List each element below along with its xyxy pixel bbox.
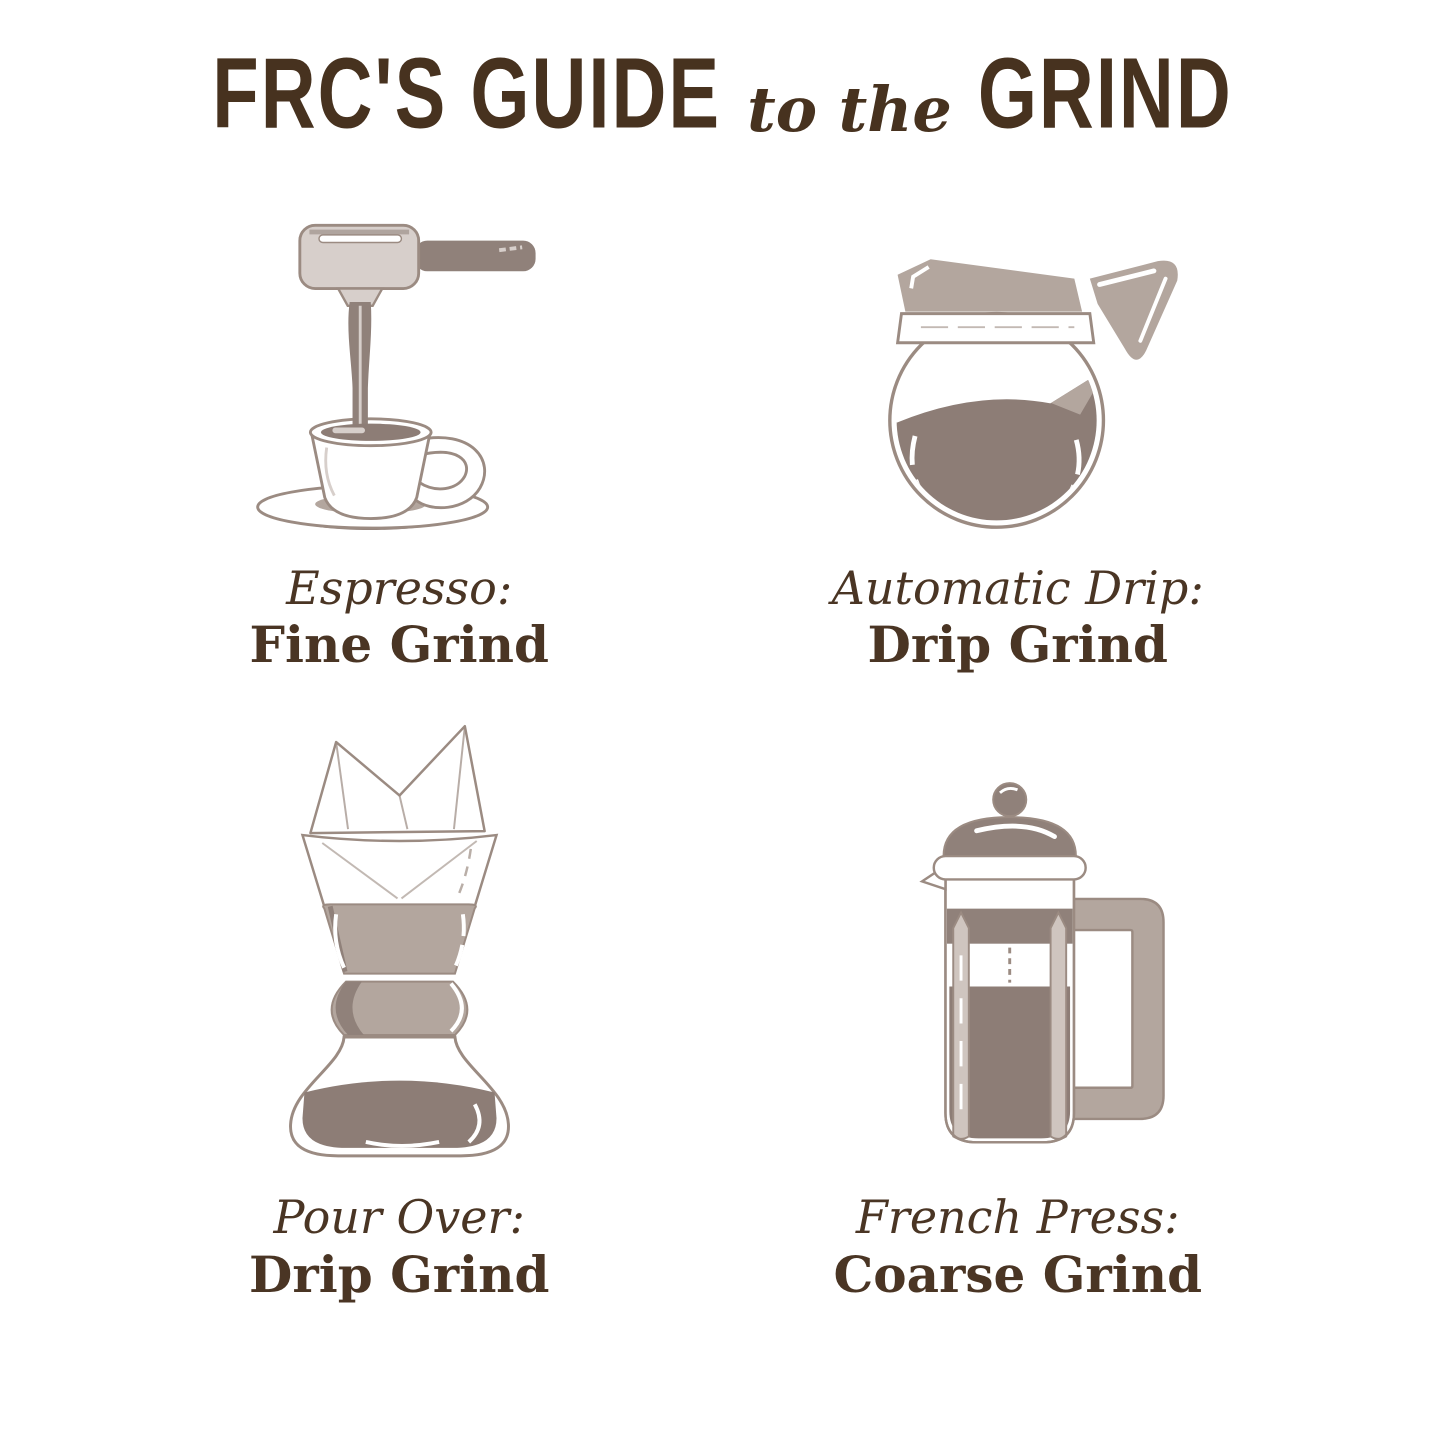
cell-french-press — [657, 712, 1380, 1303]
drip-coffee-carafe-icon — [843, 234, 1193, 535]
cell-pour-over — [38, 712, 761, 1303]
grind-label: Coarse Grind — [833, 1244, 1203, 1304]
grind-label: Drip Grind — [867, 615, 1168, 675]
pour-over-caption — [249, 1190, 549, 1303]
method-label: French Press: — [855, 1190, 1180, 1245]
cell-espresso — [38, 187, 761, 674]
title-script: to the — [747, 73, 952, 146]
pour-over-figure — [251, 712, 548, 1164]
method-label: Espresso: — [286, 561, 513, 615]
french-press-caption — [833, 1190, 1202, 1303]
method-label: Pour Over: — [273, 1190, 525, 1245]
title-tail: GRIND — [977, 37, 1233, 150]
espresso-portafilter-cup-icon — [227, 204, 572, 535]
grind-label: Fine Grind — [249, 615, 549, 675]
page-title — [0, 37, 1445, 150]
cell-automatic-drip — [657, 187, 1380, 674]
french-press-icon — [852, 774, 1183, 1164]
espresso-figure — [227, 187, 572, 535]
title-lead: FRC'S GUIDE — [212, 37, 722, 150]
automatic-drip-caption — [832, 561, 1204, 674]
french-press-figure — [852, 712, 1183, 1164]
brew-methods-grid — [0, 187, 1445, 1304]
espresso-caption — [250, 561, 549, 674]
automatic-drip-figure — [843, 187, 1193, 535]
grind-label: Drip Grind — [249, 1244, 550, 1304]
chemex-pour-over-icon — [251, 718, 548, 1164]
method-label: Automatic Drip: — [831, 561, 1204, 615]
